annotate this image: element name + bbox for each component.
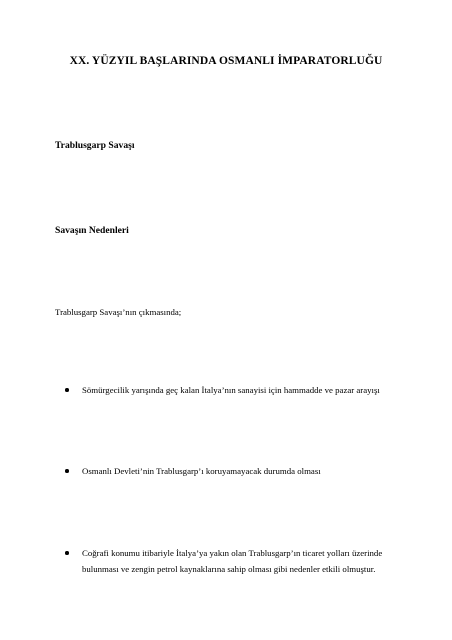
list-item: [65, 382, 410, 398]
bullet-icon: [65, 469, 69, 473]
list-item: [65, 545, 410, 577]
list-item-text: Sömürgecilik yarışında geç kalan İtalya’nın sanayisi için hammadde ve pazar arayışı: [82, 385, 380, 395]
intro-paragraph: Trablusgarp Savaşı’nın çıkmasında;: [55, 307, 182, 317]
list-item-text: Osmanlı Devleti’nin Trablusgarp’ı koruyamayacak durumda olması: [82, 466, 321, 476]
subsection-heading: Savaşın Nedenleri: [55, 225, 129, 236]
page-title: XX. YÜZYIL BAŞLARINDA OSMANLI İMPARATORLUĞU: [69, 55, 383, 67]
bullet-icon: [65, 388, 69, 392]
section-heading: Trablusgarp Savaşı: [55, 140, 135, 151]
list-item: [65, 463, 410, 479]
list-item-text: Coğrafi konumu itibariyle İtalya’ya yakın olan Trablusgarp’ın ticaret yolları üzerinde bulunması ve zengin petrol kaynaklarına sahip olması gibi nedenler etkili olmuştur.: [82, 548, 383, 574]
bullet-icon: [65, 551, 69, 555]
